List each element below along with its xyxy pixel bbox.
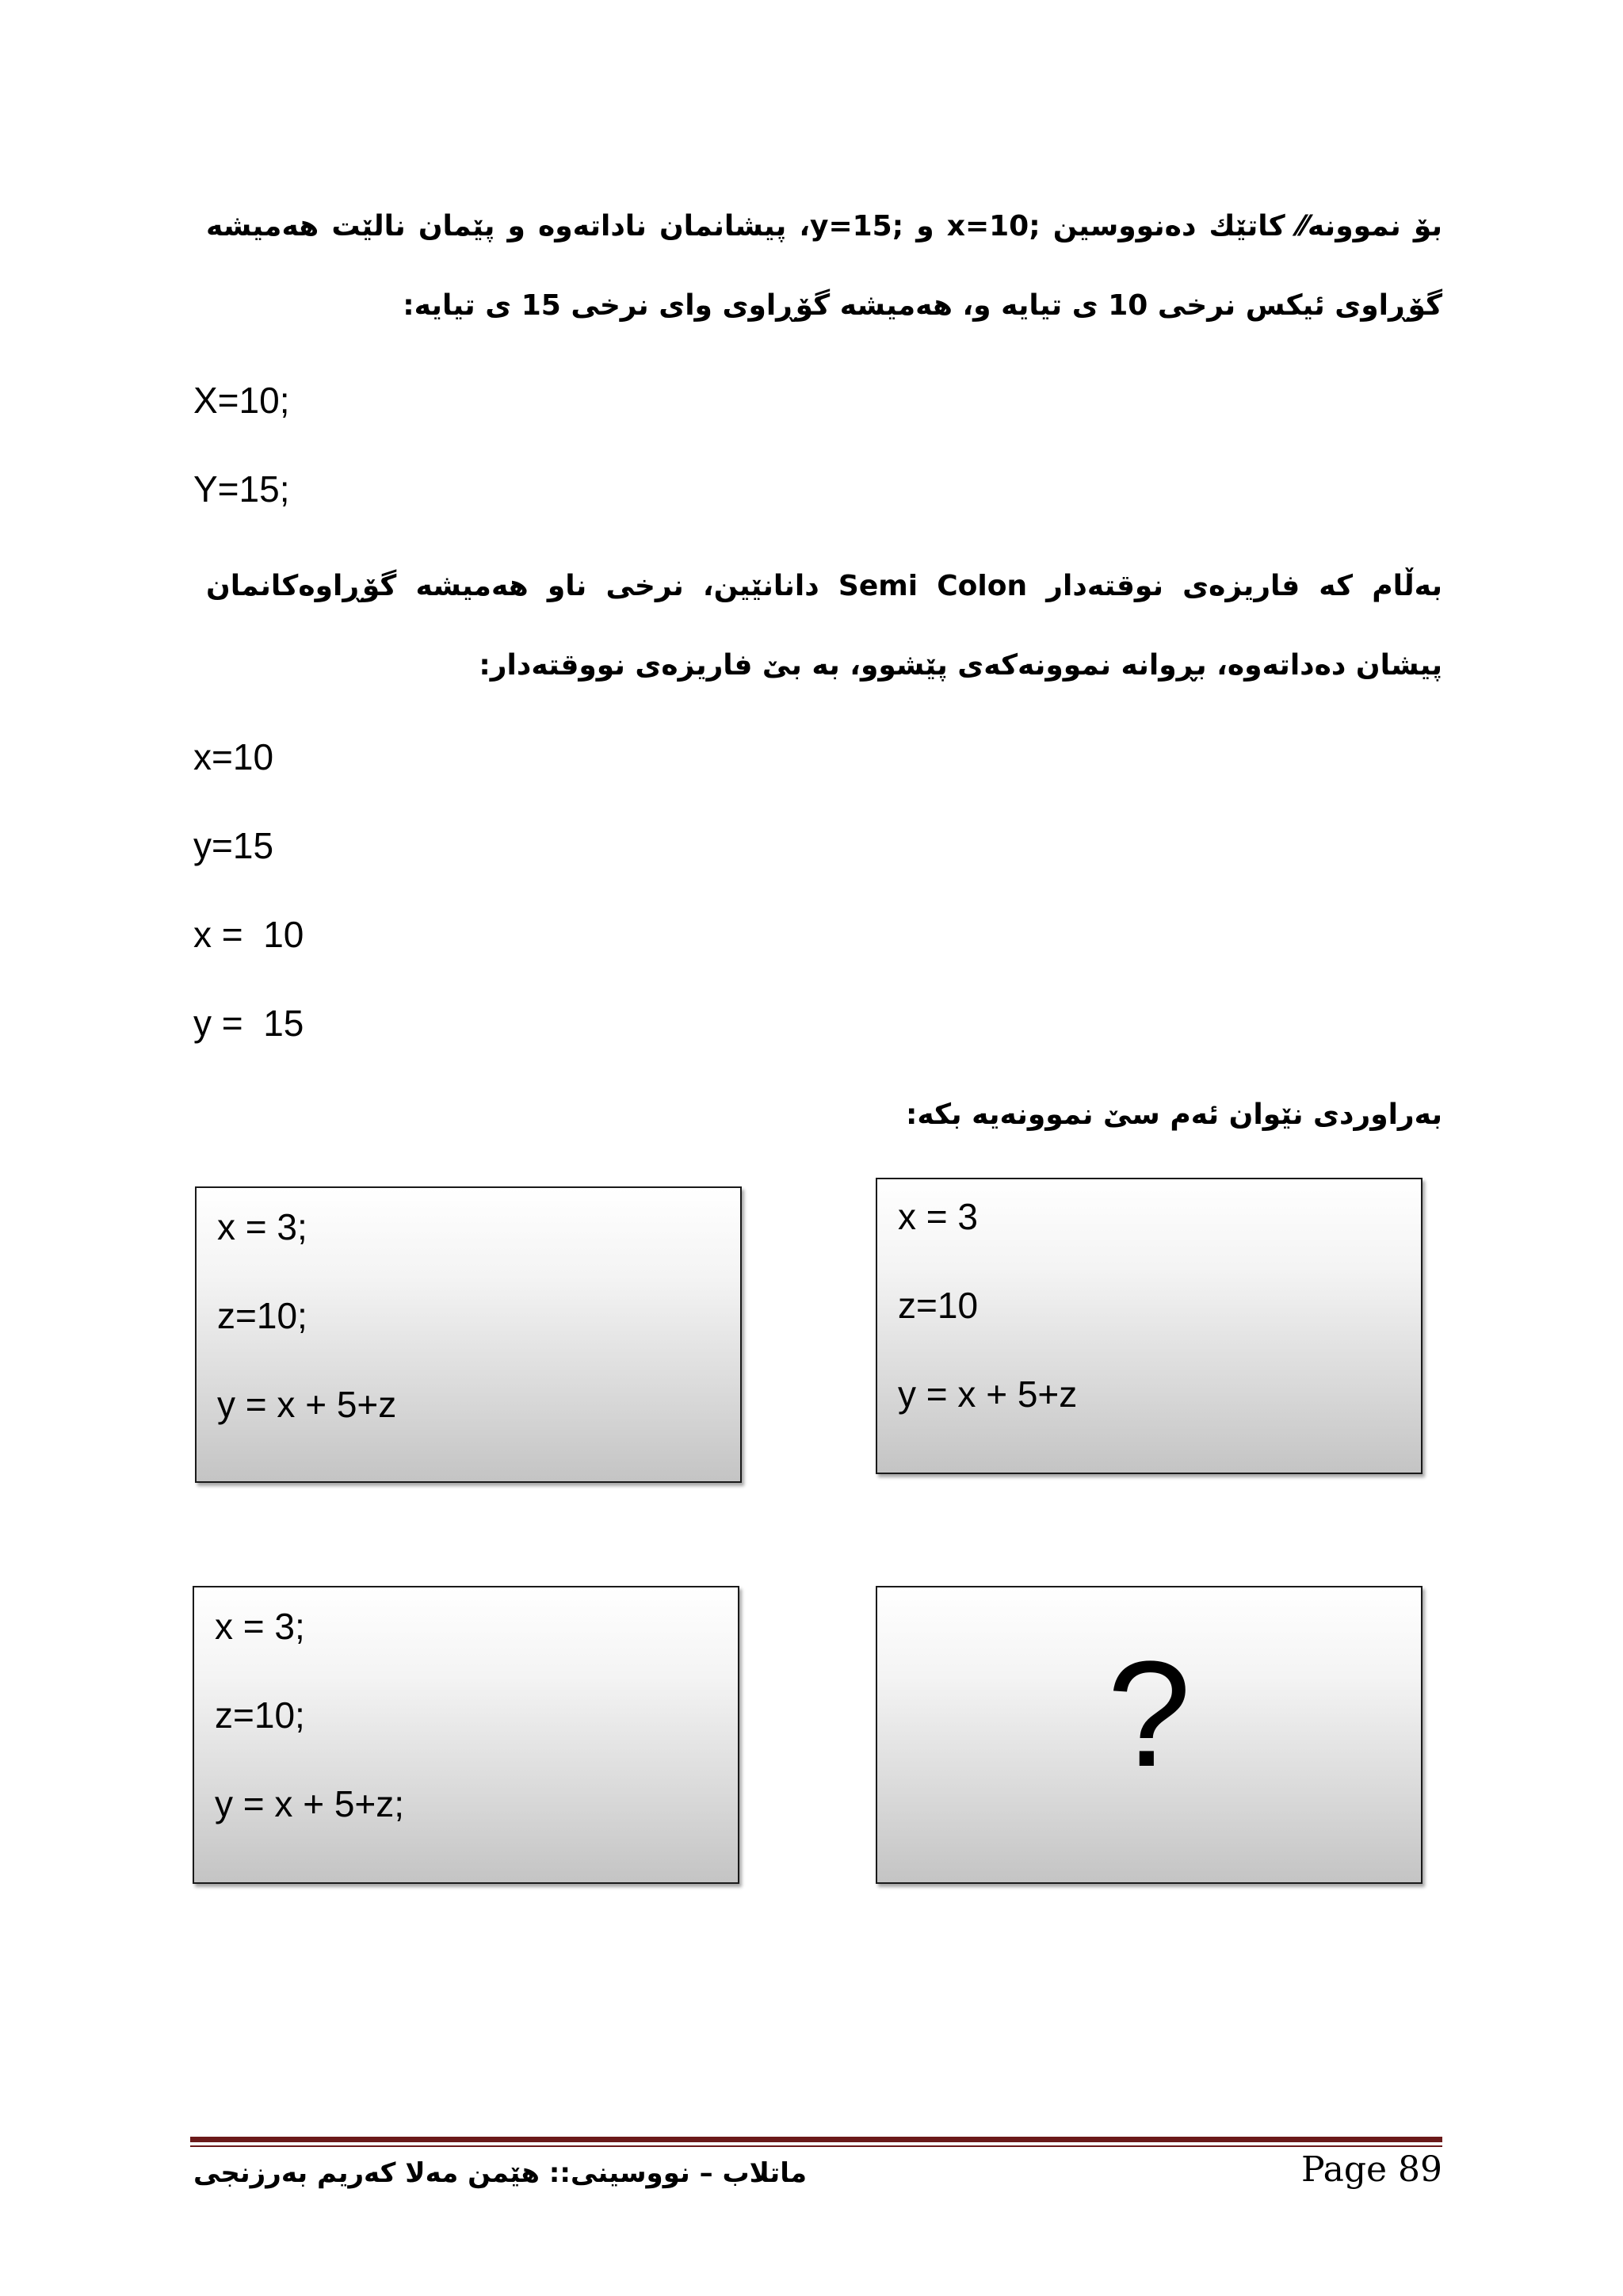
semicolon-paragraph: بەڵام کە فاریزەی نوقتەدار Semi Colon دانانێین، نرخی ناو هەمیشە گۆڕاوەکانمان پیشان دەداتەوە، بڕوانە نموونەکەی پێشوو، بە بێ فاریزەی نووقتەدار: [206, 570, 1442, 682]
footer-rule-thick [190, 2137, 1442, 2142]
question-mark: ? [1107, 1630, 1191, 1798]
code-line: x=10 [193, 736, 274, 777]
code-line: x = 10 [193, 914, 304, 955]
box-code-line: y = x + 5+z; [215, 1783, 405, 1824]
box-code-line: z=10; [215, 1694, 305, 1736]
example-box-top-right [876, 1178, 1423, 1474]
code-line: y = 15 [193, 1003, 304, 1044]
intro-paragraph: بۆ نموونە⁄⁄ کاتێك دەنووسین ;x=10 و ;y=15، پیشانمان ناداتەوە و پێمان نالێت هەمیشە گۆڕاوی ئیکس نرخی 10 ی تیایە و، هەمیشە گۆڕاوی وای نرخی 15 ی تیایە: [206, 210, 1442, 322]
question-box [876, 1586, 1423, 1884]
code-line: Y=15; [193, 468, 290, 510]
page-number: Page 89 [1300, 2149, 1442, 2190]
footer-rule-thin [190, 2145, 1442, 2147]
box-code-line: y = x + 5+z [898, 1373, 1078, 1415]
box-code-line: z=10 [898, 1285, 979, 1326]
example-box-bottom-left [193, 1586, 739, 1884]
box-code-line: y = x + 5+z [217, 1384, 397, 1425]
code-line: y=15 [193, 825, 274, 866]
compare-heading: بەراوردی نێوان ئەم سێ نموونەیە بکە: [905, 1098, 1442, 1131]
code-line: X=10; [193, 380, 290, 421]
example-box-top-left [195, 1186, 742, 1483]
box-code-line: x = 3 [898, 1196, 979, 1237]
box-code-line: z=10; [217, 1295, 307, 1336]
box-code-line: x = 3; [215, 1606, 305, 1647]
box-code-line: x = 3; [217, 1206, 307, 1247]
footer-author: ماتلاب – نووسینی:: هێمن مەلا کەریم بەرزنجی [193, 2157, 808, 2189]
